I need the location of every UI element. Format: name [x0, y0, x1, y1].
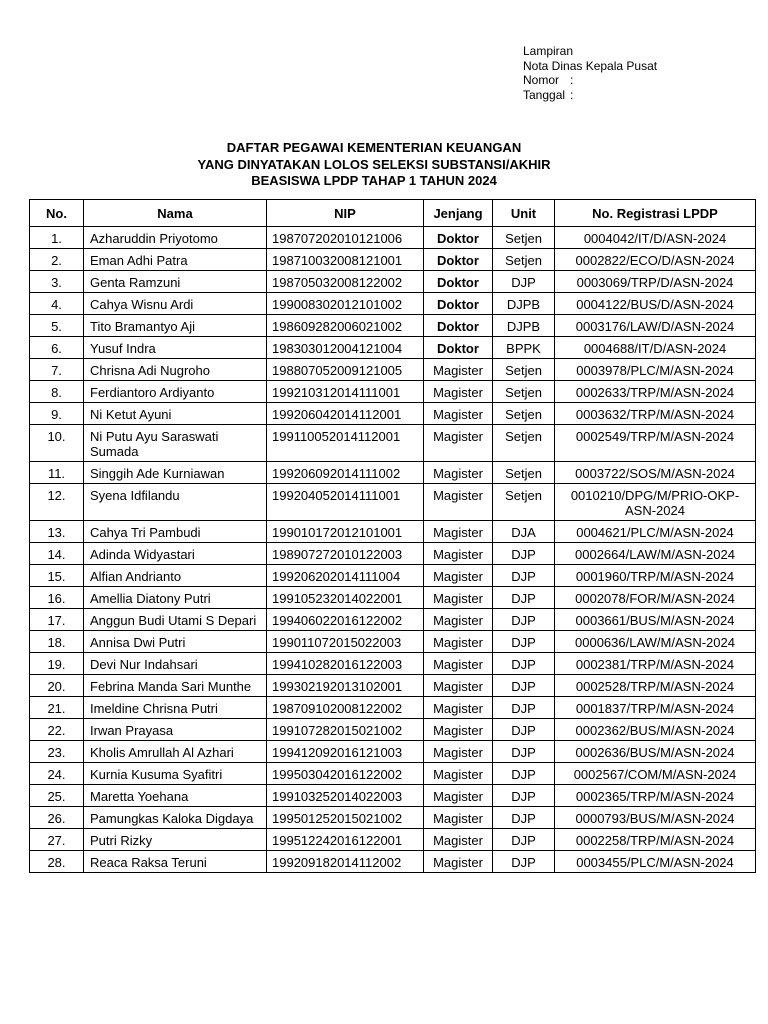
document-title [0, 140, 748, 190]
table-header-row [30, 200, 756, 227]
row-jenjang: Magister [424, 763, 493, 785]
row-registrasi: 0004122/BUS/D/ASN-2024 [555, 293, 756, 315]
row-name: Singgih Ade Kurniawan [84, 462, 267, 484]
row-number: 1. [30, 227, 84, 249]
row-jenjang: Magister [424, 462, 493, 484]
row-jenjang: Magister [424, 359, 493, 381]
header-registrasi: No. Registrasi LPDP [555, 200, 756, 227]
row-number: 12. [30, 484, 84, 521]
table-row [30, 631, 756, 653]
row-unit: DJP [493, 565, 555, 587]
row-nip: 199206092014111002 [267, 462, 424, 484]
row-name: Maretta Yoehana [84, 785, 267, 807]
row-jenjang: Magister [424, 851, 493, 873]
row-number: 24. [30, 763, 84, 785]
row-registrasi: 0002365/TRP/M/ASN-2024 [555, 785, 756, 807]
row-nip: 199406022016122002 [267, 609, 424, 631]
row-name: Kholis Amrullah Al Azhari [84, 741, 267, 763]
row-registrasi: 0000793/BUS/M/ASN-2024 [555, 807, 756, 829]
row-nip: 199501252015021002 [267, 807, 424, 829]
table-row [30, 484, 756, 521]
row-registrasi: 0003069/TRP/D/ASN-2024 [555, 271, 756, 293]
row-nip: 199110052014112001 [267, 425, 424, 462]
table-row [30, 763, 756, 785]
title-line-3: BEASISWA LPDP TAHAP 1 TAHUN 2024 [251, 173, 497, 188]
row-jenjang: Doktor [424, 315, 493, 337]
row-unit: Setjen [493, 403, 555, 425]
row-unit: DJP [493, 807, 555, 829]
row-number: 10. [30, 425, 84, 462]
table-row [30, 425, 756, 462]
row-nip: 199512242016122001 [267, 829, 424, 851]
row-unit: DJP [493, 271, 555, 293]
row-unit: Setjen [493, 425, 555, 462]
row-name: Syena Idfilandu [84, 484, 267, 521]
attachment-label: Lampiran [523, 44, 574, 58]
table-row [30, 785, 756, 807]
row-name: Kurnia Kusuma Syafitri [84, 763, 267, 785]
row-registrasi: 0001960/TRP/M/ASN-2024 [555, 565, 756, 587]
row-name: Anggun Budi Utami S Depari [84, 609, 267, 631]
table-row [30, 521, 756, 543]
row-number: 4. [30, 293, 84, 315]
table-row [30, 719, 756, 741]
row-registrasi: 0002567/COM/M/ASN-2024 [555, 763, 756, 785]
row-registrasi: 0003661/BUS/M/ASN-2024 [555, 609, 756, 631]
row-number: 25. [30, 785, 84, 807]
tanggal-separator: : [570, 87, 574, 102]
row-registrasi: 0003455/PLC/M/ASN-2024 [555, 851, 756, 873]
row-registrasi: 0002381/TRP/M/ASN-2024 [555, 653, 756, 675]
row-unit: DJP [493, 587, 555, 609]
row-number: 18. [30, 631, 84, 653]
row-unit: Setjen [493, 381, 555, 403]
row-registrasi: 0002633/TRP/M/ASN-2024 [555, 381, 756, 403]
table-row [30, 359, 756, 381]
row-name: Ferdiantoro Ardiyanto [84, 381, 267, 403]
table-row [30, 741, 756, 763]
row-nip: 198609282006021002 [267, 315, 424, 337]
row-jenjang: Magister [424, 484, 493, 521]
row-name: Alfian Andrianto [84, 565, 267, 587]
row-registrasi: 0003978/PLC/M/ASN-2024 [555, 359, 756, 381]
row-unit: DJPB [493, 315, 555, 337]
row-jenjang: Magister [424, 741, 493, 763]
row-nip: 199206042014112001 [267, 403, 424, 425]
row-registrasi: 0002258/TRP/M/ASN-2024 [555, 829, 756, 851]
row-unit: Setjen [493, 249, 555, 271]
row-number: 15. [30, 565, 84, 587]
table-row [30, 337, 756, 359]
row-name: Reaca Raksa Teruni [84, 851, 267, 873]
row-nip: 199105232014022001 [267, 587, 424, 609]
row-nip: 199103252014022003 [267, 785, 424, 807]
row-number: 21. [30, 697, 84, 719]
table-row [30, 293, 756, 315]
row-registrasi: 0003722/SOS/M/ASN-2024 [555, 462, 756, 484]
header-unit: Unit [493, 200, 555, 227]
row-nip: 199011072015022003 [267, 631, 424, 653]
nomor-separator: : [570, 73, 574, 87]
table-row [30, 587, 756, 609]
title-line-1: DAFTAR PEGAWAI KEMENTERIAN KEUANGAN [226, 140, 522, 155]
row-jenjang: Magister [424, 719, 493, 741]
row-name: Pamungkas Kaloka Digdaya [84, 807, 267, 829]
row-number: 3. [30, 271, 84, 293]
row-name: Cahya Wisnu Ardi [84, 293, 267, 315]
table-row [30, 381, 756, 403]
row-unit: DJP [493, 719, 555, 741]
row-nip: 198705032008122002 [267, 271, 424, 293]
row-number: 5. [30, 315, 84, 337]
header-nama: Nama [84, 200, 267, 227]
row-nip: 199302192013102001 [267, 675, 424, 697]
row-registrasi: 0004042/IT/D/ASN-2024 [555, 227, 756, 249]
row-jenjang: Magister [424, 565, 493, 587]
row-registrasi: 0004621/PLC/M/ASN-2024 [555, 521, 756, 543]
row-name: Genta Ramzuni [84, 271, 267, 293]
row-name: Ni Putu Ayu Saraswati Sumada [84, 425, 267, 462]
row-nip: 199206202014111004 [267, 565, 424, 587]
table-row [30, 403, 756, 425]
row-number: 22. [30, 719, 84, 741]
row-jenjang: Magister [424, 425, 493, 462]
row-nip: 198907272010122003 [267, 543, 424, 565]
row-name: Yusuf Indra [84, 337, 267, 359]
row-nip: 199008302012101002 [267, 293, 424, 315]
row-registrasi: 0001837/TRP/M/ASN-2024 [555, 697, 756, 719]
row-registrasi: 0002664/LAW/M/ASN-2024 [555, 543, 756, 565]
row-jenjang: Magister [424, 521, 493, 543]
row-number: 16. [30, 587, 84, 609]
attachment-tanggal [523, 88, 657, 103]
table-row [30, 543, 756, 565]
row-unit: Setjen [493, 359, 555, 381]
row-name: Irwan Prayasa [84, 719, 267, 741]
row-unit: DJP [493, 631, 555, 653]
row-number: 27. [30, 829, 84, 851]
row-jenjang: Magister [424, 609, 493, 631]
row-jenjang: Magister [424, 403, 493, 425]
row-nip: 199204052014111001 [267, 484, 424, 521]
row-name: Annisa Dwi Putri [84, 631, 267, 653]
row-number: 2. [30, 249, 84, 271]
row-registrasi: 0002822/ECO/D/ASN-2024 [555, 249, 756, 271]
row-number: 14. [30, 543, 84, 565]
row-jenjang: Magister [424, 807, 493, 829]
row-jenjang: Doktor [424, 337, 493, 359]
row-name: Eman Adhi Patra [84, 249, 267, 271]
attachment-block [523, 44, 657, 102]
row-name: Chrisna Adi Nugroho [84, 359, 267, 381]
row-nip: 198807052009121005 [267, 359, 424, 381]
row-number: 17. [30, 609, 84, 631]
row-name: Tito Bramantyo Aji [84, 315, 267, 337]
row-name: Azharuddin Priyotomo [84, 227, 267, 249]
row-number: 13. [30, 521, 84, 543]
row-jenjang: Magister [424, 829, 493, 851]
row-nip: 198710032008121001 [267, 249, 424, 271]
row-number: 6. [30, 337, 84, 359]
table-row [30, 462, 756, 484]
nomor-label: Nomor [523, 73, 560, 87]
row-nip: 199412092016121003 [267, 741, 424, 763]
row-jenjang: Magister [424, 543, 493, 565]
header-jenjang: Jenjang [424, 200, 493, 227]
row-unit: DJP [493, 653, 555, 675]
table-body [30, 227, 756, 873]
row-unit: Setjen [493, 484, 555, 521]
row-unit: DJP [493, 697, 555, 719]
row-nip: 199107282015021002 [267, 719, 424, 741]
row-number: 8. [30, 381, 84, 403]
row-name: Putri Rizky [84, 829, 267, 851]
row-number: 9. [30, 403, 84, 425]
row-unit: BPPK [493, 337, 555, 359]
row-number: 11. [30, 462, 84, 484]
table-row [30, 851, 756, 873]
attachment-nomor [523, 73, 657, 88]
row-name: Febrina Manda Sari Munthe [84, 675, 267, 697]
row-jenjang: Magister [424, 675, 493, 697]
row-registrasi: 0002636/BUS/M/ASN-2024 [555, 741, 756, 763]
row-nip: 199210312014111001 [267, 381, 424, 403]
table-row [30, 315, 756, 337]
row-unit: DJP [493, 543, 555, 565]
row-nip: 199010172012101001 [267, 521, 424, 543]
row-number: 20. [30, 675, 84, 697]
row-unit: DJA [493, 521, 555, 543]
row-registrasi: 0002528/TRP/M/ASN-2024 [555, 675, 756, 697]
row-jenjang: Magister [424, 653, 493, 675]
attachment-source: Nota Dinas Kepala Pusat [523, 58, 658, 73]
table-row [30, 249, 756, 271]
row-name: Ni Ketut Ayuni [84, 403, 267, 425]
table-row [30, 829, 756, 851]
employee-table [29, 199, 756, 873]
row-nip: 199209182014112002 [267, 851, 424, 873]
row-unit: DJP [493, 763, 555, 785]
row-registrasi: 0002549/TRP/M/ASN-2024 [555, 425, 756, 462]
row-nip: 199410282016122003 [267, 653, 424, 675]
row-number: 19. [30, 653, 84, 675]
row-name: Devi Nur Indahsari [84, 653, 267, 675]
row-jenjang: Doktor [424, 271, 493, 293]
table-row [30, 227, 756, 249]
row-name: Cahya Tri Pambudi [84, 521, 267, 543]
row-jenjang: Doktor [424, 227, 493, 249]
row-registrasi: 0002362/BUS/M/ASN-2024 [555, 719, 756, 741]
row-unit: DJP [493, 829, 555, 851]
row-nip: 199503042016122002 [267, 763, 424, 785]
row-unit: Setjen [493, 227, 555, 249]
row-registrasi: 0010210/DPG/M/PRIO-OKP-ASN-2024 [555, 484, 756, 521]
row-registrasi: 0000636/LAW/M/ASN-2024 [555, 631, 756, 653]
row-name: Imeldine Chrisna Putri [84, 697, 267, 719]
tanggal-label: Tanggal [523, 87, 566, 102]
row-registrasi: 0002078/FOR/M/ASN-2024 [555, 587, 756, 609]
row-number: 28. [30, 851, 84, 873]
header-nip: NIP [267, 200, 424, 227]
row-registrasi: 0003176/LAW/D/ASN-2024 [555, 315, 756, 337]
title-line-2: YANG DINYATAKAN LOLOS SELEKSI SUBSTANSI/AKHIR [197, 156, 551, 172]
row-number: 23. [30, 741, 84, 763]
table-row [30, 807, 756, 829]
row-jenjang: Magister [424, 697, 493, 719]
row-nip: 198303012004121004 [267, 337, 424, 359]
header-no: No. [30, 200, 84, 227]
table-row [30, 271, 756, 293]
row-unit: DJP [493, 851, 555, 873]
row-number: 7. [30, 359, 84, 381]
row-jenjang: Doktor [424, 293, 493, 315]
row-jenjang: Magister [424, 785, 493, 807]
table-row [30, 565, 756, 587]
row-jenjang: Magister [424, 381, 493, 403]
row-nip: 198709102008122002 [267, 697, 424, 719]
row-name: Amellia Diatony Putri [84, 587, 267, 609]
row-unit: DJP [493, 675, 555, 697]
row-unit: DJP [493, 609, 555, 631]
table-row [30, 653, 756, 675]
row-nip: 198707202010121006 [267, 227, 424, 249]
row-unit: DJP [493, 741, 555, 763]
row-unit: DJPB [493, 293, 555, 315]
row-unit: Setjen [493, 462, 555, 484]
row-jenjang: Magister [424, 631, 493, 653]
row-registrasi: 0003632/TRP/M/ASN-2024 [555, 403, 756, 425]
row-jenjang: Doktor [424, 249, 493, 271]
row-jenjang: Magister [424, 587, 493, 609]
table-row [30, 675, 756, 697]
row-number: 26. [30, 807, 84, 829]
table-row [30, 609, 756, 631]
table-row [30, 697, 756, 719]
row-name: Adinda Widyastari [84, 543, 267, 565]
row-registrasi: 0004688/IT/D/ASN-2024 [555, 337, 756, 359]
row-unit: DJP [493, 785, 555, 807]
